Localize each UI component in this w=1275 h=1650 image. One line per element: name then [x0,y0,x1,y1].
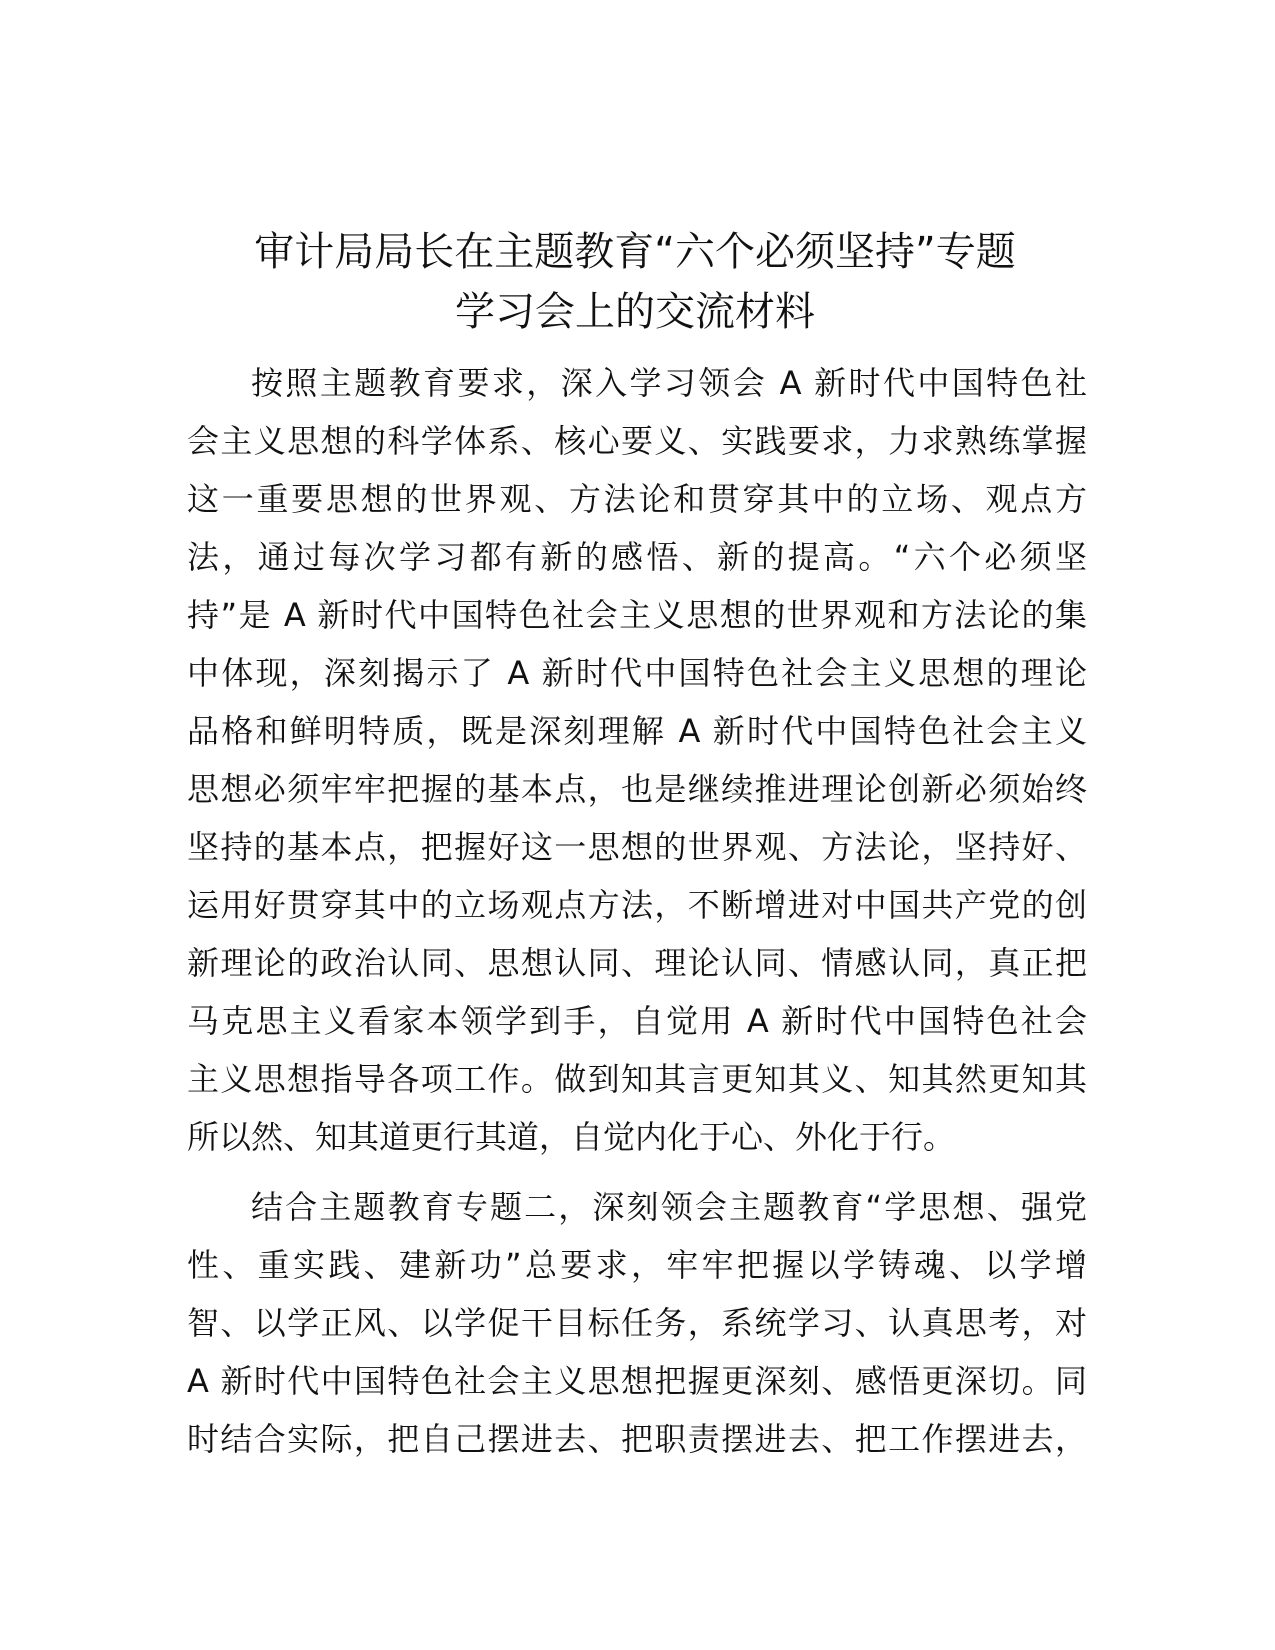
paragraph-line: 中体现，深刻揭示了 A 新时代中国特色社会主义思想的理论 [187,654,1087,692]
paragraph-line: 思想必须牢牢把握的基本点，也是继续推进理论创新必须始终 [187,770,1087,808]
paragraph-line: 结合主题教育专题二，深刻领会主题教育“学思想、强党 [251,1188,1087,1226]
paragraph-line: A 新时代中国特色社会主义思想把握更深刻、感悟更深切。同 [187,1362,1087,1400]
paragraph-line: 持”是 A 新时代中国特色社会主义思想的世界观和方法论的集 [187,596,1087,634]
paragraph-line: 这一重要思想的世界观、方法论和贯穿其中的立场、观点方 [187,480,1087,518]
paragraph-line: 性、重实践、建新功”总要求，牢牢把握以学铸魂、以学增 [187,1246,1087,1284]
paragraph-line: 品格和鲜明特质，既是深刻理解 A 新时代中国特色社会主义 [187,712,1087,750]
title-line-1: 审计局局长在主题教育“六个必须坚持”专题 [254,229,1016,275]
paragraph-line: 所以然、知其道更行其道，自觉内化于心、外化于行。 [187,1118,956,1156]
paragraph-line: 新理论的政治认同、思想认同、理论认同、情感认同，真正把 [187,944,1087,982]
title-line-2: 学习会上的交流材料 [455,289,815,335]
paragraph-line: 按照主题教育要求，深入学习领会 A 新时代中国特色社 [251,364,1087,402]
paragraph-line: 智、以学正风、以学促干目标任务，系统学习、认真思考，对 [187,1304,1087,1342]
paragraph-line: 马克思主义看家本领学到手，自觉用 A 新时代中国特色社会 [187,1002,1087,1040]
paragraph-1 [187,354,1087,1166]
paragraph-2 [187,1178,1087,1468]
paragraph-line: 主义思想指导各项工作。做到知其言更知其义、知其然更知其 [187,1060,1087,1098]
paragraph-line: 时结合实际，把自己摆进去、把职责摆进去、把工作摆进去， [187,1420,1087,1458]
paragraph-line: 运用好贯穿其中的立场观点方法，不断增进对中国共产党的创 [187,886,1087,924]
document-title [180,222,1090,342]
paragraph-line: 法，通过每次学习都有新的感悟、新的提高。“六个必须坚 [187,538,1087,576]
paragraph-line: 会主义思想的科学体系、核心要义、实践要求，力求熟练掌握 [187,422,1087,460]
paragraph-line: 坚持的基本点，把握好这一思想的世界观、方法论，坚持好、 [187,828,1087,866]
document-body [187,354,1087,1480]
